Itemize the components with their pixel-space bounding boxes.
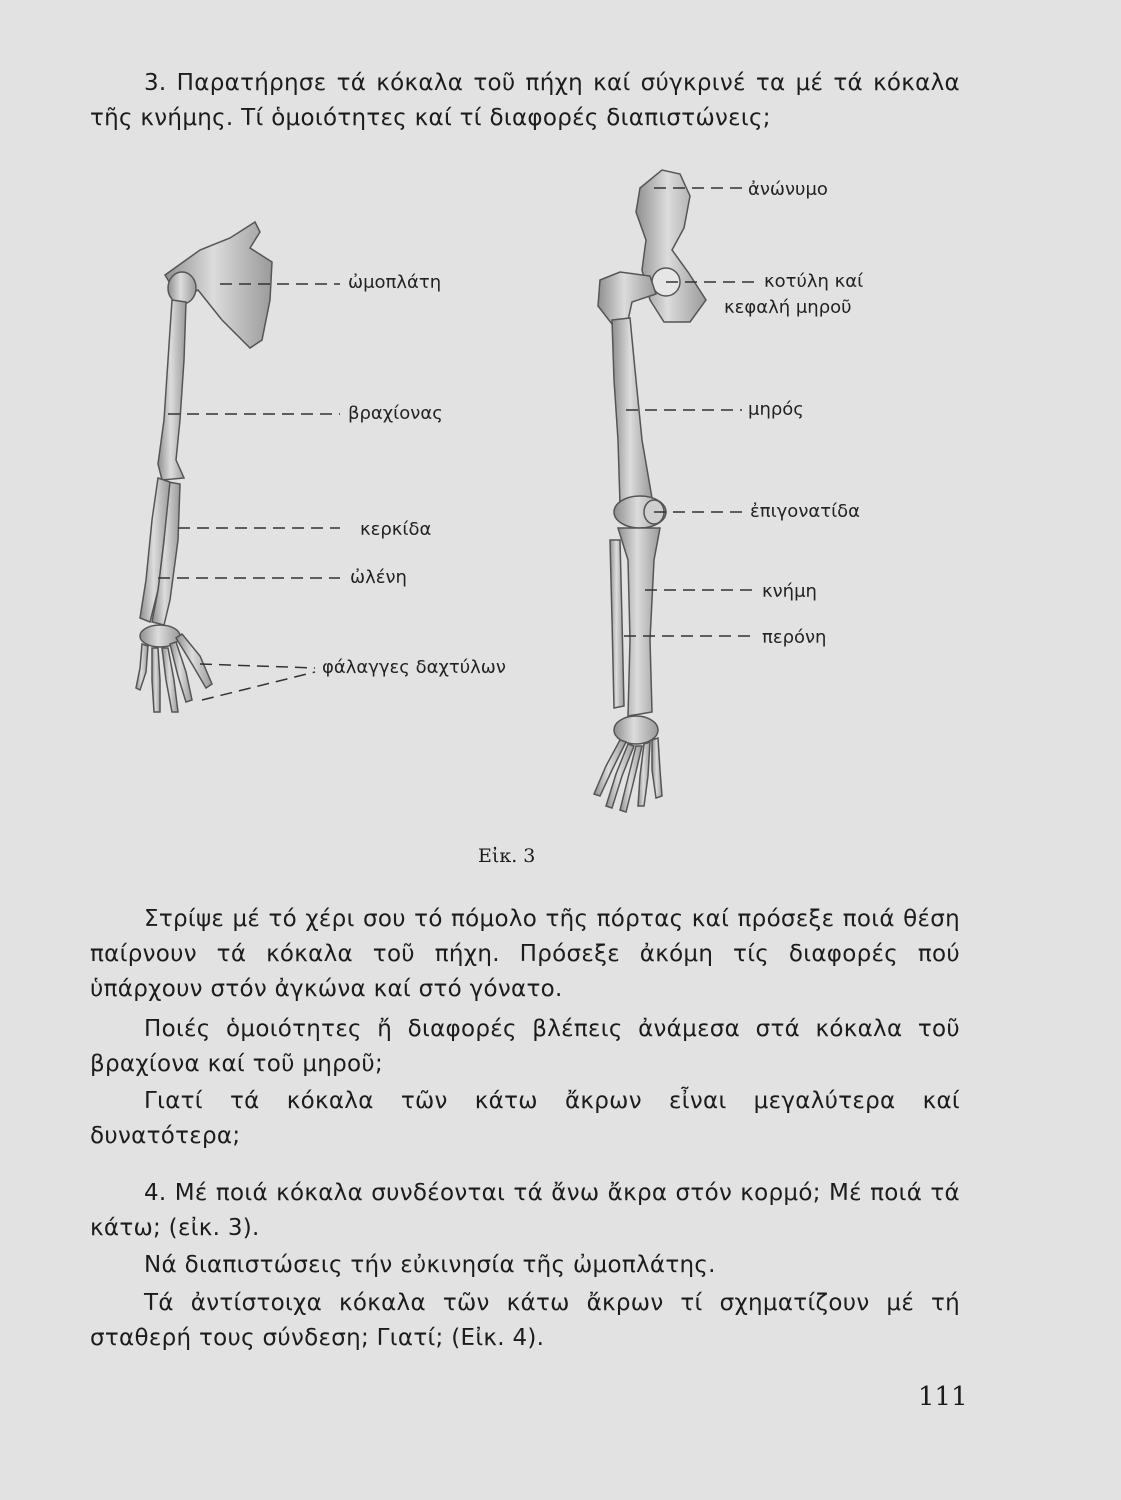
label-humerus: βραχίονας (348, 403, 443, 424)
paragraph-lower-connections: Τά ἀντίστοιχα κόκαλα τῶν κάτω ἄκρων τί σχηματίζουν μέ τή σταθερή τους σύνδεση; Γιατί; (Εἰκ. 4). (90, 1290, 960, 1351)
paragraph-lower-limbs: Γιατί τά κόκαλα τῶν κάτω ἄκρων εἶναι μεγαλύτερα καί δυνατότερα; (90, 1088, 960, 1149)
label-ulna: ὠλένη (350, 567, 407, 588)
figure-caption: Εἰκ. 3 (478, 845, 536, 867)
label-radius: κερκίδα (360, 519, 432, 540)
question-3-text: 3. Παρατήρησε τά κόκαλα τοῦ πήχη καί σύγκρινέ τα μέ τά κόκαλα τῆς κνήμης. Τί ὁμοιότητες καί τί διαφορές διαπιστώνεις; (90, 70, 960, 131)
label-femur: μηρός (748, 399, 804, 420)
paragraph-scapula-mobility: Νά διαπιστώσεις τήν εὐκινησία τῆς ὠμοπλάτης. (144, 1252, 716, 1278)
label-scapula: ὠμοπλάτη (348, 272, 442, 293)
label-socket-line1: κοτύλη καί (764, 271, 864, 292)
label-tibia: κνήμη (762, 581, 817, 602)
page-number: 111 (918, 1382, 968, 1412)
label-phalanges: φάλαγγες δαχτύλων (322, 657, 506, 678)
label-hip-bone: ἀνώνυμο (748, 179, 828, 200)
label-patella: ἐπιγονατίδα (750, 501, 861, 522)
label-fibula: περόνη (762, 627, 827, 648)
arm-skeleton-illustration (136, 222, 272, 712)
label-socket-line2: κεφαλή μηροῦ (724, 297, 852, 318)
question-4-text: 4. Μέ ποιά κόκαλα συνδέονται τά ἄνω ἄκρα στόν κορμό; Μέ ποιά τά κάτω; (εἰκ. 3). (90, 1180, 960, 1241)
paragraph-doorknob: Στρίψε μέ τό χέρι σου τό πόμολο τῆς πόρτας καί πρόσεξε ποιά θέση παίρνουν τά κόκαλα τοῦ πήχη. Πρόσεξε ἀκόμη τίς διαφορές πού ὑπάρχουν στόν ἀγκώνα καί στό γόνατο. (90, 906, 960, 1002)
leg-skeleton-illustration (594, 170, 706, 812)
paragraph-humerus-femur: Ποιές ὁμοιότητες ἤ διαφορές βλέπεις ἀνάμεσα στά κόκαλα τοῦ βραχίονα καί τοῦ μηροῦ; (90, 1016, 960, 1077)
